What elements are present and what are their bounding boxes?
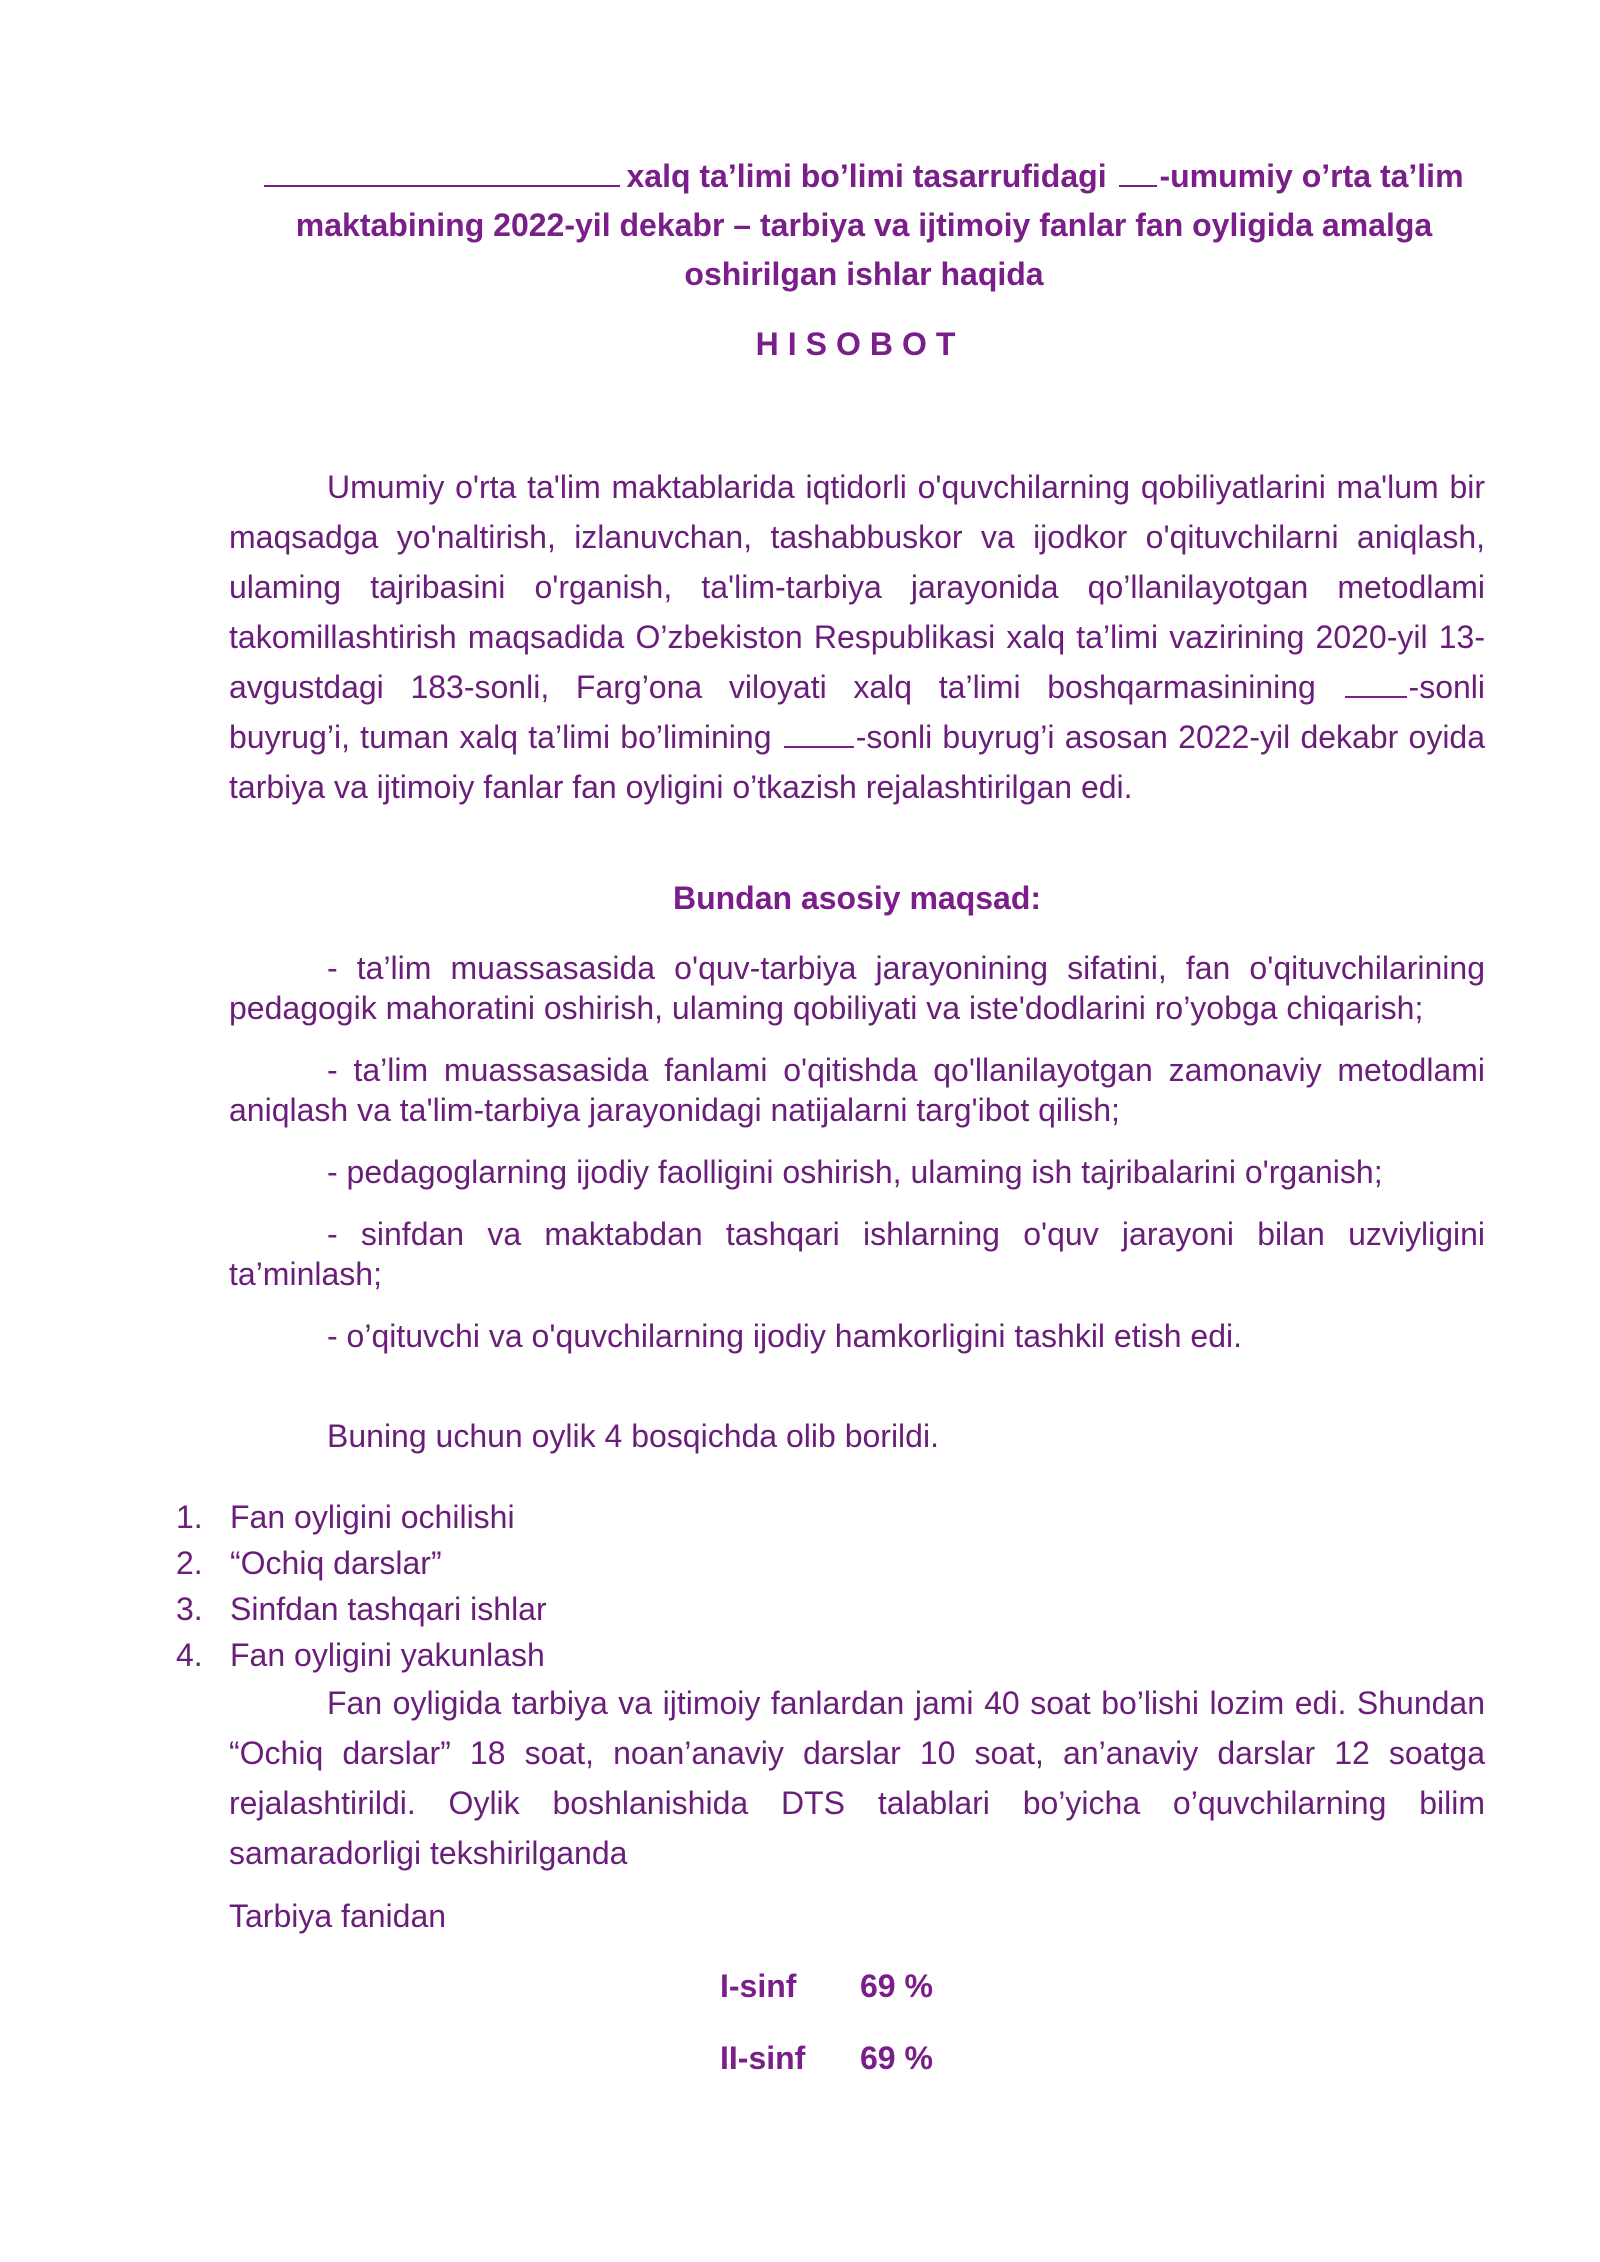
results-table bbox=[720, 1968, 933, 2112]
stage-item bbox=[176, 1494, 547, 1540]
intro-part-3: -sonli buyrug’i asosan 2022-yil dekabr oyida tarbiya va ijtimoiy fanlar fan oyligini o’tkazish rejalashtirilgan edi. bbox=[229, 719, 1486, 805]
goal-item: - ta’lim muassasasida fanlami o'qitishda qo'llanilayotgan zamonaviy metodlami aniqlash va ta'lim-tarbiya jarayonidagi natijalarni targ'ibot qilish; bbox=[229, 1052, 1485, 1128]
heading-line-2: maktabining 2022-yil dekabr – tarbiya va ijtimoiy fanlar fan oyligida amalga bbox=[295, 207, 1433, 243]
order-number-blank-1 bbox=[1345, 695, 1407, 698]
heading-line-3: oshirilgan ishlar haqida bbox=[684, 256, 1044, 292]
report-heading bbox=[228, 152, 1500, 299]
heading-line-1 bbox=[228, 152, 1500, 201]
stage-item bbox=[176, 1540, 547, 1586]
result-value: 69 % bbox=[860, 2040, 933, 2076]
stage-label: Fan oyligini ochilishi bbox=[230, 1499, 515, 1535]
stage-label: Fan oyligini yakunlash bbox=[230, 1637, 545, 1673]
summary-paragraph: Fan oyligida tarbiya va ijtimoiy fanlardan jami 40 soat bo’lishi lozim edi. Shundan “Ochiq darslar” 18 soat, noan’anaviy darslar 10 soat, an’anaviy darslar 12 soatga rejalashtirildi. Oylik boshlanishida DTS talablari bo’yicha o’quvchilarning bilim samaradorligi tekshirilganda bbox=[229, 1685, 1485, 1871]
order-number-blank-2 bbox=[784, 745, 854, 748]
heading-line-1-suffix: -umumiy o’rta ta’lim bbox=[1159, 158, 1464, 194]
tarbiya-label: Tarbiya fanidan bbox=[229, 1898, 447, 1934]
goals-list bbox=[229, 948, 1485, 1378]
heading-line-1-text: xalq ta’limi bo’limi tasarrufidagi bbox=[626, 158, 1107, 194]
goal-item: - o’qituvchi va o'quvchilarning ijodiy hamkorligini tashkil etish edi. bbox=[327, 1318, 1242, 1354]
intro-part-2: -sonli buyrug’i, tuman xalq ta’limi bo’limining bbox=[229, 669, 1486, 755]
district-blank bbox=[264, 184, 620, 187]
stage-number: 4. bbox=[176, 1637, 203, 1673]
result-class: II-sinf bbox=[720, 2040, 806, 2076]
result-row bbox=[720, 2040, 933, 2112]
goal-item: - sinfdan va maktabdan tashqari ishlarning o'quv jarayoni bilan uzviyligini ta’minlash; bbox=[229, 1216, 1485, 1292]
stage-item bbox=[176, 1586, 547, 1632]
result-value: 69 % bbox=[860, 1968, 933, 2004]
stage-number: 1. bbox=[176, 1499, 203, 1535]
goal-item: - ta’lim muassasasida o'quv-tarbiya jarayonining sifatini, fan o'qituvchilarining pedagogik mahoratini oshirish, ulaming qobiliyati va iste'dodlarini ro’yobga chiqarish; bbox=[229, 950, 1485, 1026]
result-row bbox=[720, 1968, 933, 2040]
school-number-blank bbox=[1119, 184, 1157, 187]
intro-paragraph bbox=[229, 462, 1485, 812]
stage-number: 3. bbox=[176, 1591, 203, 1627]
stage-item bbox=[176, 1632, 547, 1678]
stage-number: 2. bbox=[176, 1545, 203, 1581]
stages-intro: Buning uchun oylik 4 bosqichda olib borildi. bbox=[327, 1418, 939, 1454]
stage-label: “Ochiq darslar” bbox=[230, 1545, 442, 1581]
report-title: HISOBOT bbox=[755, 326, 965, 362]
stage-label: Sinfdan tashqari ishlar bbox=[230, 1591, 547, 1627]
goal-item: - pedagoglarning ijodiy faolligini oshirish, ulaming ish tajribalarini o'rganish; bbox=[327, 1154, 1383, 1190]
intro-part-1: Umumiy o'rta ta'lim maktablarida iqtidorli o'quvchilarning qobiliyatlarini ma'lum bir maqsadga yo'naltirish, izlanuvchan, tashabbuskor va ijodkor o'qituvchilarni aniqlash, ulaming tajribasini o'rganish, ta'lim-tarbiya jarayonida qo’llanilayotgan metodlami takomillashtirish maqsadida O’zbekiston Respublikasi xalq ta’limi vazirining 2020-yil 13-avgustdagi 183-sonli, Farg’ona viloyati xalq ta’limi boshqarmasinining bbox=[229, 469, 1485, 705]
stages-list bbox=[176, 1494, 547, 1678]
result-class: I-sinf bbox=[720, 1968, 797, 2004]
goals-subheading: Bundan asosiy maqsad: bbox=[672, 880, 1042, 916]
